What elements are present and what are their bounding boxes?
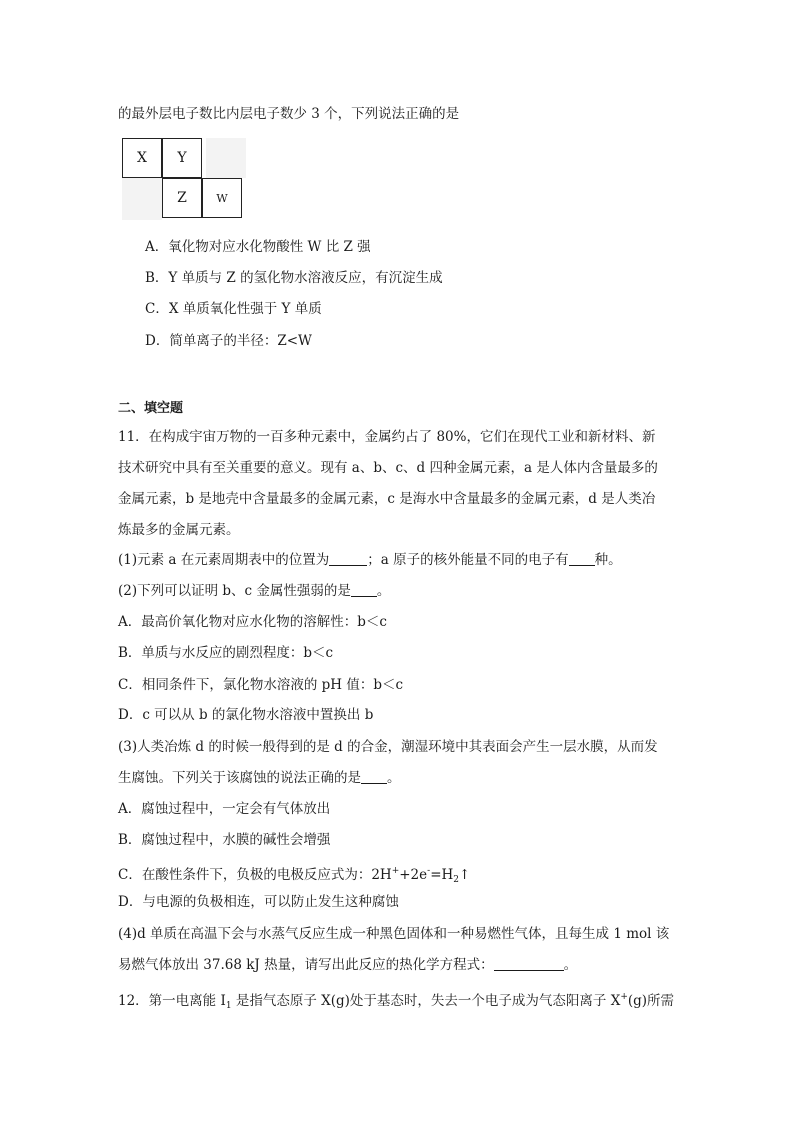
q11-p3-option-d: D．与电源的负极相连，可以防止发生这种腐蚀 xyxy=(118,894,399,910)
q11-p3-line-1: (3)人类冶炼 d 的时候一般得到的是 d 的合金，潮湿环境中其表面会产生一层水膜，从而发 xyxy=(118,739,658,755)
q10-option-a: A．氧化物对应水化物酸性 W 比 Z 强 xyxy=(145,239,371,255)
q11-p3-option-a: A．腐蚀过程中，一定会有气体放出 xyxy=(118,801,331,817)
table-blank-area xyxy=(206,138,246,178)
cell-y: Y xyxy=(162,138,202,178)
q11-p3-text-b: 。 xyxy=(387,770,401,786)
q11-intro-line-4: 炼最多的金属元素。 xyxy=(118,522,240,538)
q11-p1-text-c: 种。 xyxy=(594,552,622,568)
q11-p3-optc-text: C．在酸性条件下，负极的电极反应式为：2H xyxy=(118,867,392,883)
q11-p2-text-a: (2)下列可以证明 b、c 金属性强弱的是 xyxy=(118,583,351,599)
q11-p3-line-2 xyxy=(118,769,401,787)
q11-p4-text-b: 。 xyxy=(563,957,578,973)
q11-p3-text-a: 生腐蚀。下列关于该腐蚀的说法正确的是 xyxy=(118,770,361,786)
q11-p1-text-a: (1)元素 a 在元素周期表中的位置为 xyxy=(118,552,330,568)
q10-stem-tail: 的最外层电子数比内层电子数少 3 个，下列说法正确的是 xyxy=(118,106,460,122)
q11-p3-option-b: B．腐蚀过程中，水膜的碱性会增强 xyxy=(118,832,331,848)
q11-p1-blank-position[interactable] xyxy=(329,551,367,566)
q12-text: 12．第一电离能 I xyxy=(118,993,226,1009)
periodic-table-fragment xyxy=(122,138,246,220)
section-title: 二、填空题 xyxy=(118,401,184,416)
cell-z: Z xyxy=(162,178,202,218)
q11-part-1 xyxy=(118,551,622,569)
q11-intro-line-3: 金属元素，b 是地壳中含量最多的金属元素，c 是海水中含量最多的金属元素，d 是人类冶 xyxy=(118,491,656,507)
q10-option-d: D．简单离子的半径：Z<W xyxy=(145,333,312,349)
q12-stem xyxy=(118,988,674,1015)
cell-x: X xyxy=(122,138,162,178)
q11-p4-line-1: (4)d 单质在高温下会与水蒸气反应生成一种黑色固体和一种易燃性气体，且每生成 1 mol 该 xyxy=(118,926,670,942)
cell-w: W xyxy=(202,178,242,218)
q11-intro-line-1: 11．在构成宇宙万物的一百多种元素中，金属约占了 80%，它们在现代工业和新材料、新 xyxy=(118,429,656,445)
q11-p2-option-d: D．c 可以从 b 的氯化物水溶液中置换出 b xyxy=(118,707,374,723)
q11-p3-optc-text: =H xyxy=(430,867,454,883)
q12-sup: + xyxy=(620,992,628,1002)
q11-p3-option-c xyxy=(118,862,470,889)
q11-p2-blank[interactable] xyxy=(351,582,377,597)
q11-p4-blank[interactable] xyxy=(494,956,564,971)
q11-p1-blank-count[interactable] xyxy=(569,551,595,566)
q10-option-b: B．Y 单质与 Z 的氢化物水溶液反应，有沉淀生成 xyxy=(145,270,443,286)
table-blank-area xyxy=(122,178,162,220)
q11-p4-line-2 xyxy=(118,956,577,974)
q12-text: (g)所需 xyxy=(627,993,675,1009)
q11-p2-option-c: C．相同条件下，氯化物水溶液的 pH 值：b＜c xyxy=(118,677,404,693)
q11-p1-text-b: ；a 原子的核外能量不同的电子有 xyxy=(367,552,569,568)
q11-p2-text-b: 。 xyxy=(376,583,391,599)
q11-p3-blank[interactable] xyxy=(361,769,387,784)
q11-p4-text-a: 易燃气体放出 37.68 kJ 热量，请写出此反应的热化学方程式： xyxy=(118,957,494,973)
q11-p3-optc-text: +2e xyxy=(399,867,428,883)
q11-part-2 xyxy=(118,582,390,600)
q11-p3-optc-sup: + xyxy=(391,866,400,876)
q11-p3-optc-sup: - xyxy=(427,866,431,876)
q11-intro-line-2: 技术研究中具有至关重要的意义。现有 a、b、c、d 四种金属元素，a 是人体内含量最多的 xyxy=(118,460,658,476)
q11-p2-option-a: A．最高价氧化物对应水化物的溶解性：b＜c xyxy=(118,614,387,630)
q11-p3-optc-sub: 2 xyxy=(453,875,460,885)
q11-p2-option-b: B．单质与水反应的剧烈程度：b＜c xyxy=(118,645,334,661)
q12-sub: 1 xyxy=(225,1001,232,1011)
q11-p3-optc-arrow: ↑ xyxy=(459,867,471,883)
q10-option-c: C．X 单质氧化性强于 Y 单质 xyxy=(145,301,322,317)
q12-text: 是指气态原子 X(g)处于基态时，失去一个电子成为气态阳离子 X xyxy=(231,993,621,1009)
